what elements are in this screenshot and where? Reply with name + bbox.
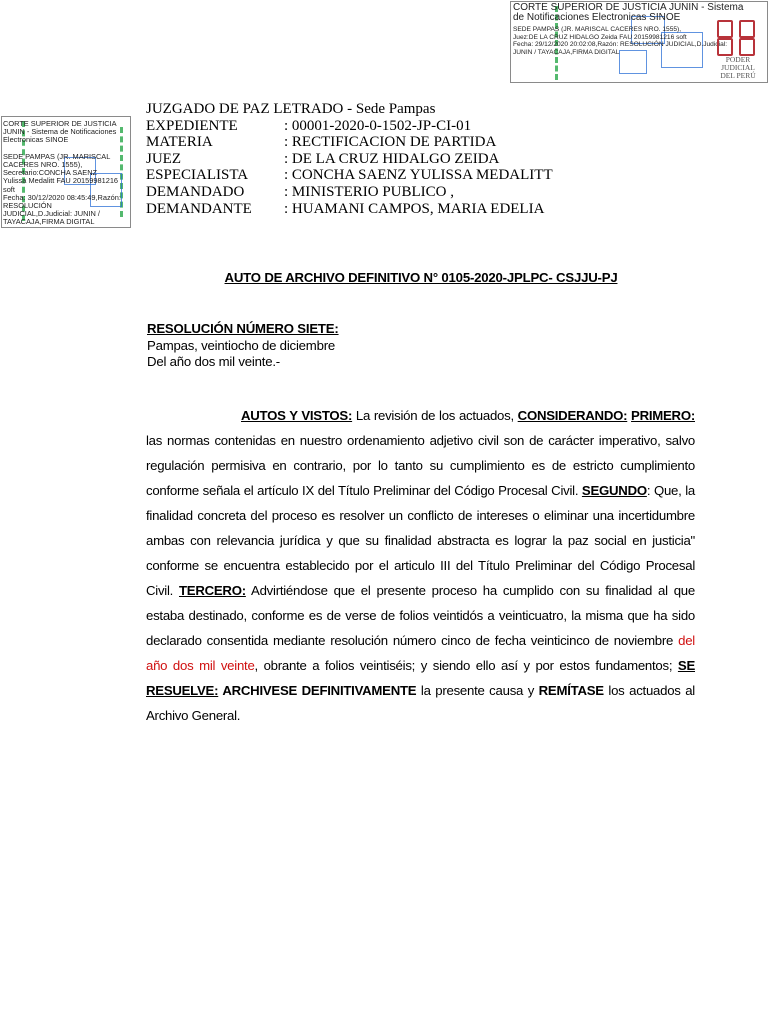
resolution-heading: RESOLUCIÓN NÚMERO SIETE: bbox=[147, 321, 339, 336]
court-name: JUZGADO DE PAZ LETRADO - Sede Pampas bbox=[146, 101, 436, 117]
body-text: Advirtiéndose que el presente proceso ha cumplido con su finalidad al que estaba destinado, conforme es de verse de folios veintidós a veinticuatro, la misma que ha sido declarado consentida mediante resolución número cinco de fecha veinticinco de noviembre bbox=[146, 583, 695, 648]
highlighted-date-text: del año dos mil veinte bbox=[146, 633, 695, 673]
logo-shape bbox=[739, 38, 755, 56]
header-row-materia bbox=[146, 134, 553, 151]
header-label: DEMANDADO bbox=[146, 183, 245, 200]
body-text: las normas contenidas en nuestro ordenamiento adjetivo civil son de carácter imperativo, salvo regulación permisiva en contrario, por lo tanto su cumplimiento es de estricto cumplimiento conforme señala el artículo IX del Título Preliminar del Código Procesal Civil. bbox=[146, 433, 695, 498]
stamp-text: Yulissa Medalitt FAU 20159981216 bbox=[3, 176, 119, 186]
archivese-text: ARCHIVESE DEFINITIVAMENTE bbox=[218, 683, 417, 698]
stamp-text: Fecha: 30/12/2020 08:45:49,Razón: bbox=[3, 192, 121, 202]
logo-text-line: PODER JUDICIAL bbox=[721, 55, 755, 72]
stamp-text: CORTE SUPERIOR DE JUSTICIA JUNIN - Sistema bbox=[513, 2, 744, 13]
header-label: DEMANDANTE bbox=[146, 200, 252, 217]
logo-text bbox=[711, 56, 765, 80]
body-text: , obrante a folios veintiséis; y siendo ello así y por estos fundamentos; bbox=[254, 658, 678, 673]
stamp-text: Electronicas SINOE bbox=[3, 135, 69, 145]
header-label: EXPEDIENTE bbox=[146, 117, 238, 134]
digital-signature-stamp-judge bbox=[510, 1, 768, 83]
primero-label: PRIMERO: bbox=[631, 408, 695, 423]
stamp-text: Secretario:CONCHA SAENZ bbox=[3, 168, 98, 178]
resolution-place-date: Pampas, veintiocho de diciembre bbox=[147, 337, 336, 353]
stamp-text: Juez:DE LA CRUZ HIDALGO Zeida FAU 20159981216 soft bbox=[513, 33, 687, 41]
header-row-demandante bbox=[146, 201, 553, 218]
logo-shape bbox=[739, 20, 755, 38]
header-row-juez bbox=[146, 151, 553, 168]
stamp-watermark bbox=[619, 50, 647, 74]
stamp-text: RESOLUCIÓN bbox=[3, 201, 52, 210]
header-value: : DE LA CRUZ HIDALGO ZEIDA bbox=[284, 150, 500, 167]
autos-y-vistos-label: AUTOS Y VISTOS: bbox=[241, 408, 353, 423]
header-value: : RECTIFICACION DE PARTIDA bbox=[284, 134, 497, 151]
segundo-label: SEGUNDO bbox=[581, 483, 647, 498]
body-text: la presente causa y bbox=[416, 683, 539, 698]
stamp-text: JUNIN / TAYACAJA,FIRMA DIGITAL bbox=[513, 48, 620, 56]
stamp-text: TAYACAJA,FIRMA DIGITAL bbox=[3, 217, 95, 227]
header-row-demandado bbox=[146, 184, 553, 201]
resolution-block bbox=[147, 321, 339, 371]
logo-shape bbox=[717, 20, 733, 38]
header-value: : CONCHA SAENZ YULISSA MEDALITT bbox=[284, 167, 553, 184]
stamp-text: de Notificaciones Electronicas SINOE bbox=[513, 12, 681, 23]
tercero-label: TERCERO: bbox=[178, 583, 246, 598]
considerando-label: CONSIDERANDO: bbox=[517, 408, 628, 423]
logo-shape bbox=[717, 38, 733, 56]
header-value: : HUAMANI CAMPOS, MARIA EDELIA bbox=[284, 200, 545, 217]
header-label: JUEZ bbox=[146, 150, 181, 167]
body-text: : Que, la finalidad concreta del proceso es resolver un conflicto de intereses o eliminar una incertidumbre ambas con relevancia jurídica y que su finalidad abstracta es lograr la paz social en justicia" conforme se encuentra establecido por el articulo III del Título Preliminar del Código Procesal Civil. bbox=[146, 483, 695, 598]
header-value: : MINISTERIO PUBLICO , bbox=[284, 183, 455, 200]
digital-signature-stamp-secretary bbox=[1, 116, 131, 228]
resolution-body bbox=[146, 403, 695, 728]
stamp-text: JUNIN - Sistema de Notificaciones bbox=[3, 127, 117, 137]
document-title: AUTO DE ARCHIVO DEFINITIVO N° 0105-2020-JPLPC- CSJJU-PJ bbox=[224, 270, 618, 285]
stamp-text: SEDE PAMPAS (JR. MARISCAL bbox=[3, 151, 111, 161]
stamp-text: CORTE SUPERIOR DE JUSTICIA bbox=[3, 119, 117, 128]
stamp-text: Fecha: 29/12/2020 20:02:08,Razón: RESOLUCIÓN JUDICIAL,D.Judicial: bbox=[513, 41, 728, 49]
stamp-text: JUDICIAL,D.Judicial: JUNIN / bbox=[3, 209, 100, 219]
remitase-text: REMÍTASE bbox=[538, 683, 604, 698]
header-row-expediente bbox=[146, 118, 553, 135]
body-text: los actuados al Archivo General. bbox=[146, 683, 695, 723]
resolution-year: Del año dos mil veinte.- bbox=[147, 354, 280, 369]
se-resuelve-label: SE RESUELVE: bbox=[146, 658, 696, 698]
stamp-text: SEDE PAMPAS (JR. MARISCAL CACERES NRO. 1555), bbox=[513, 26, 682, 33]
poder-judicial-logo bbox=[715, 20, 761, 78]
stamp-text: CACERES NRO. 1555), bbox=[3, 160, 83, 169]
body-text: La revisión de los actuados, bbox=[352, 408, 518, 423]
stamp-text: soft bbox=[3, 184, 15, 194]
header-label: MATERIA bbox=[146, 134, 213, 151]
case-header bbox=[146, 101, 553, 217]
logo-text-line: DEL PERÚ bbox=[720, 71, 756, 80]
header-row-especialista bbox=[146, 167, 553, 184]
header-label: ESPECIALISTA bbox=[146, 167, 249, 184]
header-value: : 00001-2020-0-1502-JP-CI-01 bbox=[284, 117, 472, 134]
